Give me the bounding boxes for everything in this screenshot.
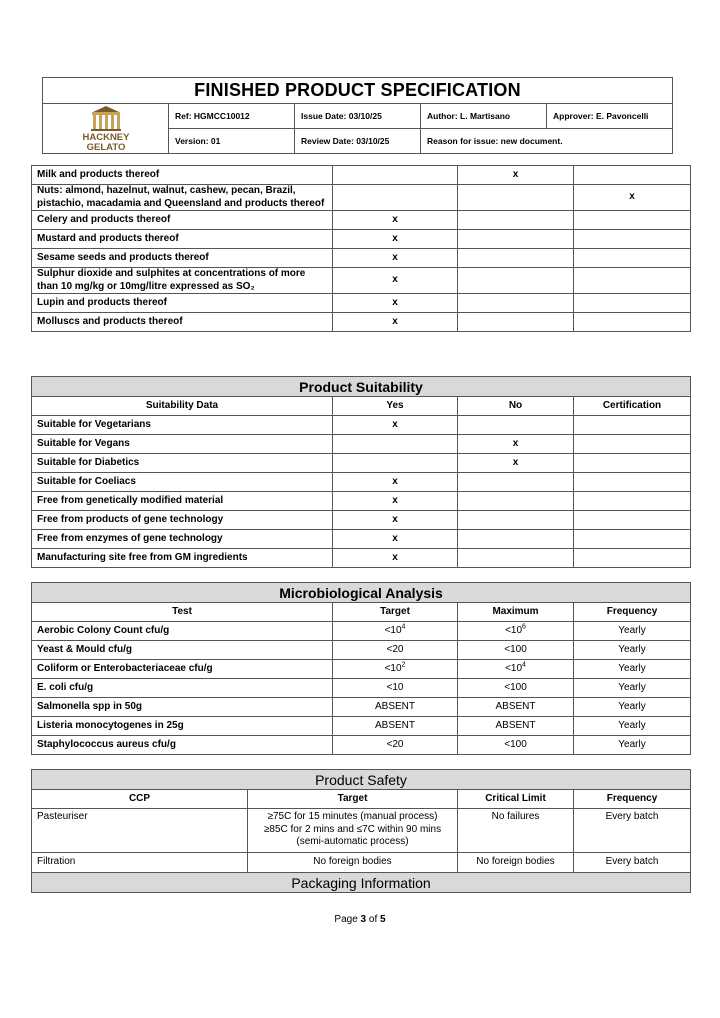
micro-table [31,582,691,755]
suitability-cert [574,492,691,511]
micro-maximum-exponent: 4 [522,661,526,669]
micro-frequency: Yearly [574,717,691,736]
allergen-table [31,165,691,332]
micro-target-exponent: 2 [401,661,406,669]
allergen-mark: x [333,230,458,249]
suitability-yes [333,435,458,454]
suitability-label: Free from products of gene technology [32,511,333,530]
micro-header-maximum: Maximum [458,603,574,622]
suitability-row [32,530,691,549]
micro-maximum [458,698,574,717]
micro-target-value: <10 [386,681,404,693]
micro-header-frequency: Frequency [574,603,691,622]
allergen-mark [574,294,691,313]
document-title: FINISHED PRODUCT SPECIFICATION [43,78,673,104]
suitability-no [458,416,574,435]
micro-test: Salmonella spp in 50g [32,698,333,717]
suitability-row [32,492,691,511]
micro-target-value: <10 [384,662,402,674]
suitability-no: x [458,454,574,473]
suitability-no [458,530,574,549]
approver-field: Approver: E. Pavoncelli [547,104,673,129]
safety-target [248,809,458,853]
micro-target [333,660,458,679]
allergen-mark: x [458,166,574,185]
allergen-label: Sulphur dioxide and sulphites at concentrations of more than 10 mg/kg or 10mg/litre expressed as SO₂ [32,268,333,294]
safety-critical-limit: No foreign bodies [458,853,574,873]
author-field: Author: L. Martisano [421,104,547,129]
micro-maximum-value: <100 [504,681,527,693]
micro-maximum-value: ABSENT [495,700,536,712]
micro-target-value: <20 [386,738,404,750]
allergen-label: Milk and products thereof [32,166,333,185]
safety-table [31,769,691,893]
allergen-mark: x [574,185,691,211]
allergen-row [32,211,691,230]
micro-test: Coliform or Enterobacteriaceae cfu/g [32,660,333,679]
safety-target-line: ≥75C for 15 minutes (manual process) [267,811,438,822]
micro-header-target: Target [333,603,458,622]
micro-test: E. coli cfu/g [32,679,333,698]
allergen-mark [458,268,574,294]
safety-header-ccp: CCP [32,790,248,809]
suitability-label: Manufacturing site free from GM ingredients [32,549,333,568]
micro-row [32,622,691,641]
suitability-label: Free from genetically modified material [32,492,333,511]
micro-maximum [458,679,574,698]
micro-maximum [458,641,574,660]
suitability-cert [574,530,691,549]
allergen-mark [574,249,691,268]
allergen-mark: x [333,249,458,268]
safety-row [32,853,691,873]
micro-target [333,641,458,660]
safety-target: No foreign bodies [248,853,458,873]
safety-title: Product Safety [32,770,691,790]
suitability-header-yes: Yes [333,397,458,416]
micro-frequency: Yearly [574,736,691,755]
allergen-row [32,166,691,185]
micro-maximum-value: <100 [504,643,527,655]
suitability-table [31,376,691,568]
suitability-cert [574,435,691,454]
micro-frequency: Yearly [574,641,691,660]
suitability-label: Suitable for Diabetics [32,454,333,473]
micro-row [32,698,691,717]
micro-row [32,679,691,698]
svg-text:GELATO: GELATO [86,141,125,152]
issue-date-field: Issue Date: 03/10/25 [295,104,421,129]
allergen-mark: x [333,211,458,230]
allergen-mark [333,166,458,185]
reason-field: Reason for issue: new document. [421,129,673,154]
allergen-label: Sesame seeds and products thereof [32,249,333,268]
allergen-label: Mustard and products thereof [32,230,333,249]
safety-frequency: Every batch [574,853,691,873]
suitability-no [458,473,574,492]
micro-test: Listeria monocytogenes in 25g [32,717,333,736]
micro-target-value: <10 [384,624,402,636]
allergen-mark [574,211,691,230]
allergen-mark: x [333,294,458,313]
suitability-row [32,416,691,435]
suitability-row [32,473,691,492]
safety-row [32,809,691,853]
suitability-yes [333,454,458,473]
suitability-yes: x [333,511,458,530]
allergen-mark [458,185,574,211]
suitability-cert [574,416,691,435]
micro-row [32,736,691,755]
safety-ccp: Pasteuriser [32,809,248,853]
micro-target-exponent: 4 [401,623,406,631]
allergen-mark [333,185,458,211]
micro-row [32,641,691,660]
company-logo [43,104,169,154]
micro-header-test: Test [32,603,333,622]
suitability-header-data: Suitability Data [32,397,333,416]
safety-target-line: ≥85C for 2 mins and ≤7C within 90 mins [263,823,442,835]
micro-maximum [458,660,574,679]
micro-frequency: Yearly [574,660,691,679]
allergen-label: Celery and products thereof [32,211,333,230]
suitability-label: Suitable for Vegans [32,435,333,454]
svg-text:HACKNEY: HACKNEY [82,131,129,143]
allergen-row [32,230,691,249]
safety-frequency: Every batch [574,809,691,853]
allergen-mark [458,313,574,332]
allergen-mark [458,294,574,313]
micro-test: Yeast & Mould cfu/g [32,641,333,660]
page-current: 3 [360,914,367,925]
micro-maximum-exponent: 6 [522,623,526,631]
ref-field: Ref: HGMCC10012 [169,104,295,129]
page-of: of [366,914,381,925]
micro-target-value: <20 [386,643,404,655]
micro-row [32,717,691,736]
micro-target-value: ABSENT [374,719,415,731]
allergen-row [32,185,691,211]
safety-critical-limit: No failures [458,809,574,853]
suitability-header-no: No [458,397,574,416]
suitability-yes: x [333,473,458,492]
allergen-mark [458,230,574,249]
allergen-label: Nuts: almond, hazelnut, walnut, cashew, pecan, Brazil, pistachio, macadamia and Queensland and products thereof [32,185,333,211]
micro-maximum-value: <10 [505,662,523,674]
suitability-title: Product Suitability [32,377,691,397]
allergen-mark [574,268,691,294]
packaging-title: Packaging Information [32,873,691,893]
micro-target [333,717,458,736]
page-footer [0,914,720,925]
allergen-mark [574,313,691,332]
micro-title: Microbiological Analysis [32,583,691,603]
suitability-cert [574,511,691,530]
safety-header-target: Target [248,790,458,809]
allergen-mark: x [333,313,458,332]
suitability-no [458,511,574,530]
gelato-building-icon [71,106,141,152]
version-field: Version: 01 [169,129,295,154]
allergen-mark [458,249,574,268]
suitability-row [32,511,691,530]
safety-target-line: (semi-automatic process) [296,836,409,847]
micro-row [32,660,691,679]
suitability-cert [574,473,691,492]
allergen-mark [574,230,691,249]
document-header [42,77,673,154]
safety-header-frequency: Frequency [574,790,691,809]
micro-maximum [458,717,574,736]
suitability-header-certification: Certification [574,397,691,416]
micro-target [333,622,458,641]
suitability-label: Free from enzymes of gene technology [32,530,333,549]
safety-ccp: Filtration [32,853,248,873]
allergen-mark [574,166,691,185]
micro-target [333,698,458,717]
allergen-row [32,268,691,294]
suitability-no: x [458,435,574,454]
suitability-row [32,435,691,454]
micro-maximum [458,622,574,641]
micro-frequency: Yearly [574,679,691,698]
allergen-label: Lupin and products thereof [32,294,333,313]
suitability-yes: x [333,416,458,435]
allergen-label: Molluscs and products thereof [32,313,333,332]
micro-test: Staphylococcus aureus cfu/g [32,736,333,755]
allergen-row [32,294,691,313]
suitability-label: Suitable for Coeliacs [32,473,333,492]
suitability-cert [574,454,691,473]
micro-target [333,736,458,755]
micro-target-value: ABSENT [374,700,415,712]
suitability-no [458,549,574,568]
micro-maximum-value: <100 [504,738,527,750]
allergen-row [32,249,691,268]
micro-target [333,679,458,698]
suitability-row [32,454,691,473]
page-total: 5 [380,914,386,925]
micro-frequency: Yearly [574,622,691,641]
suitability-row [32,549,691,568]
micro-maximum [458,736,574,755]
allergen-mark: x [333,268,458,294]
allergen-mark [458,211,574,230]
micro-test: Aerobic Colony Count cfu/g [32,622,333,641]
micro-frequency: Yearly [574,698,691,717]
suitability-yes: x [333,549,458,568]
suitability-no [458,492,574,511]
suitability-yes: x [333,530,458,549]
micro-maximum-value: ABSENT [495,719,536,731]
allergen-row [32,313,691,332]
review-date-field: Review Date: 03/10/25 [295,129,421,154]
safety-header-critical-limit: Critical Limit [458,790,574,809]
suitability-cert [574,549,691,568]
suitability-label: Suitable for Vegetarians [32,416,333,435]
page-prefix: Page [334,914,361,925]
micro-maximum-value: <10 [505,624,523,636]
suitability-yes: x [333,492,458,511]
